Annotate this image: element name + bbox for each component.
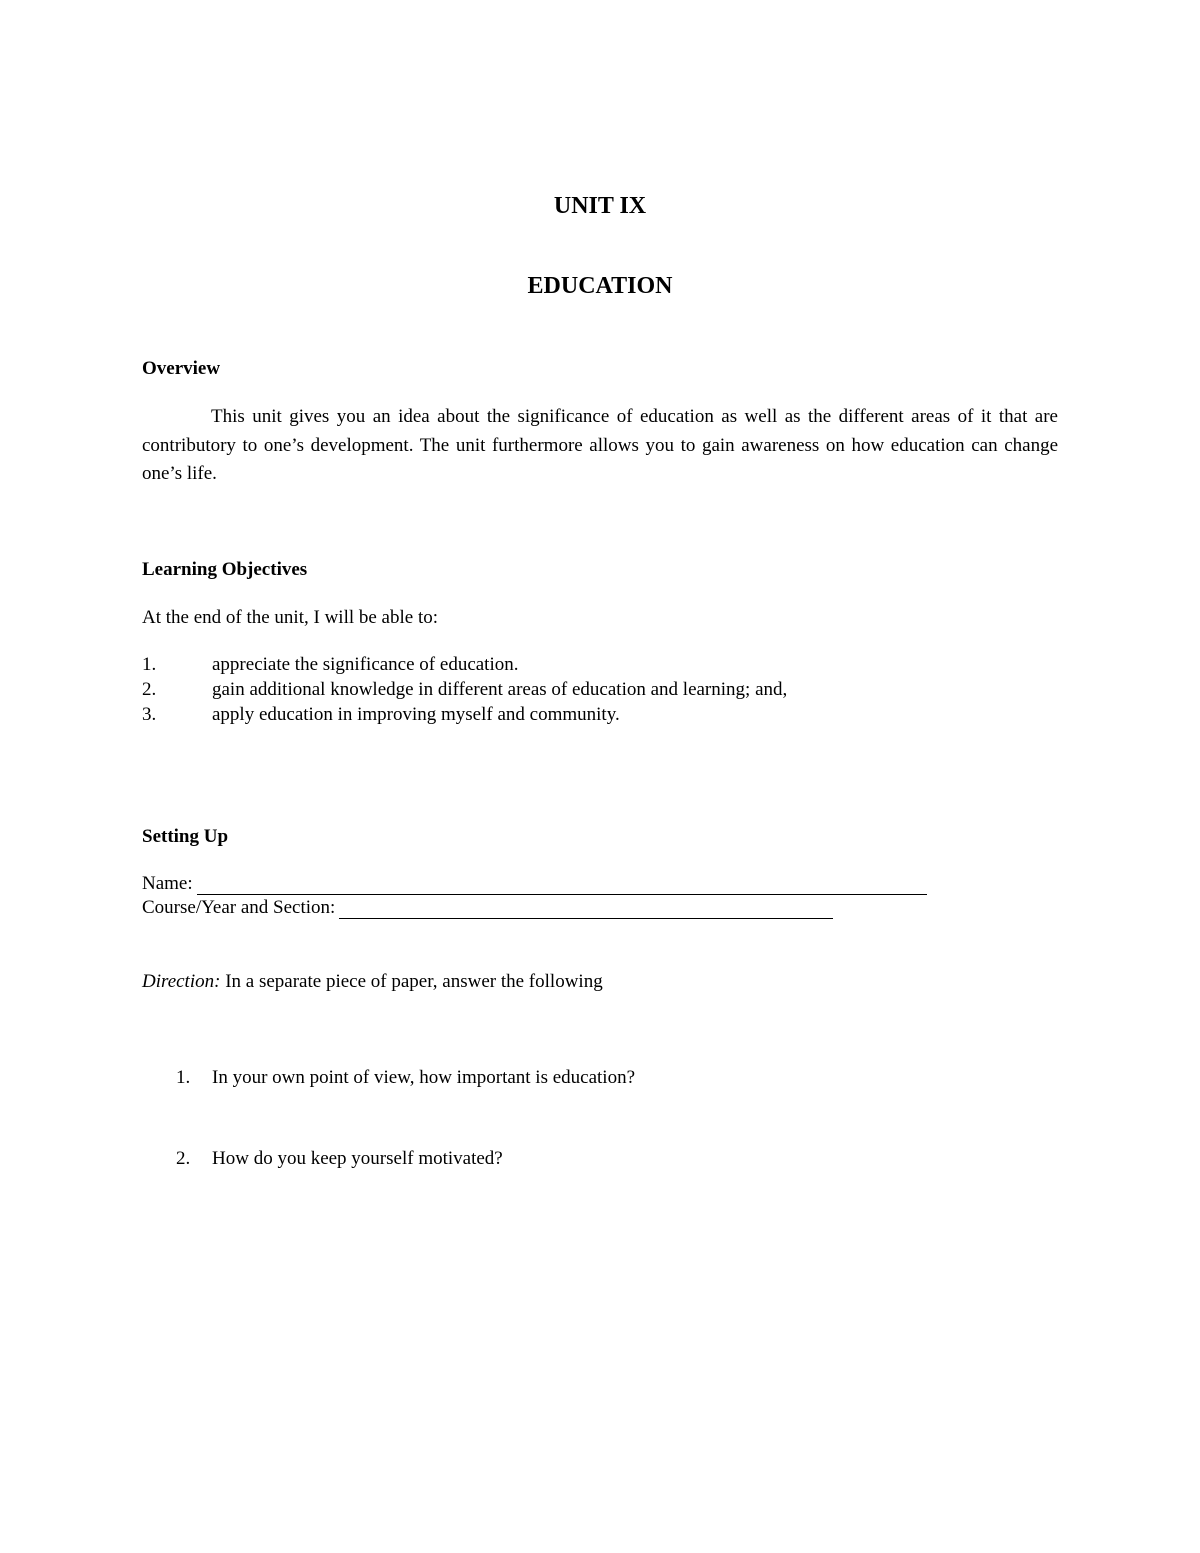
objective-text: appreciate the significance of education.	[212, 654, 519, 675]
overview-heading: Overview	[142, 358, 221, 379]
overview-paragraph	[142, 403, 1058, 489]
objective-item	[142, 654, 519, 676]
objective-item	[142, 679, 787, 701]
direction-text: In a separate piece of paper, answer the following	[220, 971, 603, 992]
objective-text: gain additional knowledge in different areas of education and learning; and,	[212, 679, 788, 700]
question-item	[176, 1067, 635, 1089]
name-blank-line[interactable]	[197, 876, 927, 895]
objective-number: 3.	[142, 704, 157, 725]
name-field	[142, 873, 927, 895]
setting-up-heading: Setting Up	[142, 826, 229, 847]
direction-line	[142, 971, 603, 993]
question-item	[176, 1148, 503, 1170]
unit-title: UNIT IX	[553, 193, 647, 219]
name-label: Name:	[142, 873, 193, 894]
course-field	[142, 897, 833, 919]
course-blank-line[interactable]	[339, 900, 833, 919]
unit-subject-title: EDUCATION	[527, 273, 673, 299]
objective-number: 1.	[142, 654, 157, 675]
overview-text: This unit gives you an idea about the significance of education as well as the different areas of it that are contributory to one’s development. The unit furthermore allows you to gain awareness on how education can change one’s life.	[142, 406, 1058, 484]
question-text: In your own point of view, how important is education?	[212, 1067, 636, 1088]
course-label: Course/Year and Section:	[142, 897, 336, 918]
objective-number: 2.	[142, 679, 157, 700]
objective-item	[142, 704, 620, 726]
question-text: How do you keep yourself motivated?	[212, 1148, 503, 1169]
question-number: 1.	[176, 1067, 191, 1088]
objectives-intro: At the end of the unit, I will be able to:	[142, 607, 439, 628]
direction-label: Direction:	[142, 971, 221, 992]
learning-objectives-heading: Learning Objectives	[142, 559, 308, 580]
objective-text: apply education in improving myself and community.	[212, 704, 620, 725]
question-number: 2.	[176, 1148, 191, 1169]
